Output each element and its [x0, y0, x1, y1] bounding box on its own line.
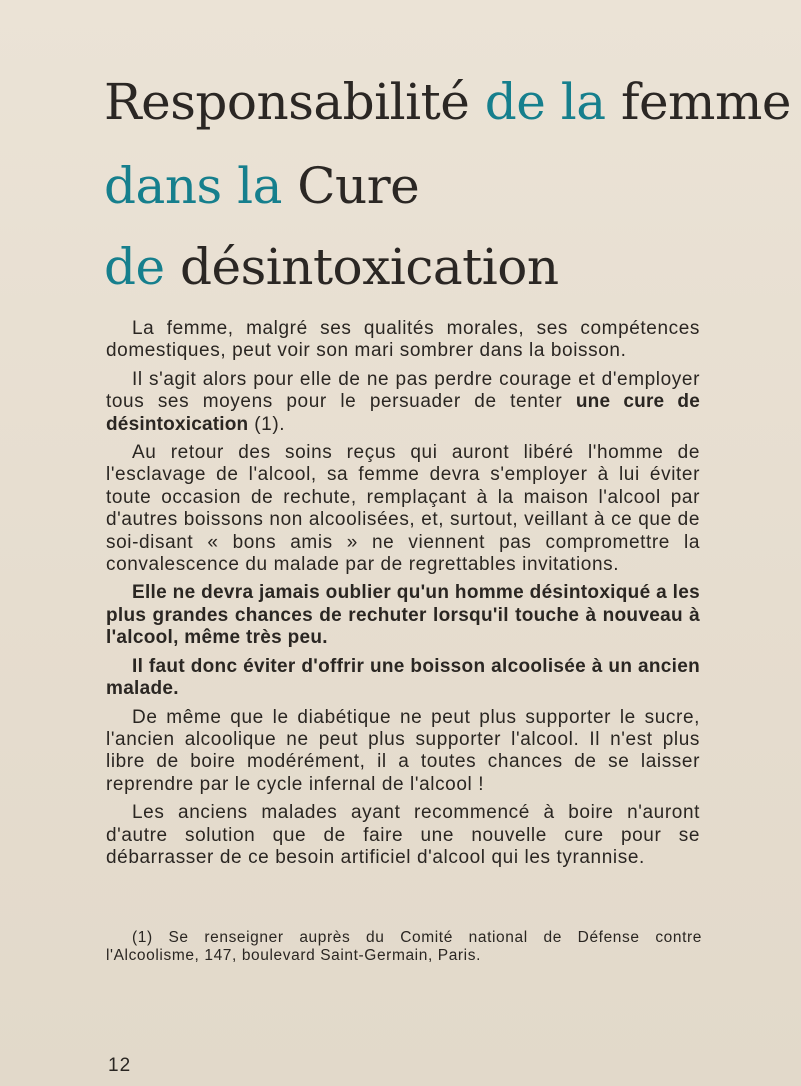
paragraph-4: Elle ne devra jamais oublier qu'un homme désintoxiqué a les plus grandes chances de rechuter lorsqu'il touche à nouveau à l'alcool, même très peu.: [106, 582, 700, 649]
title-line-3: [104, 237, 559, 297]
paragraph-6: De même que le diabétique ne peut plus supporter le sucre, l'ancien alcoolique ne peut plus supporter l'alcool. Il n'est plus libre de boire modérément, il a toutes chances de se laisser reprendre par le cycle infernal de l'alcool !: [106, 706, 700, 795]
footnote: [106, 929, 702, 965]
paragraph-2: [106, 369, 700, 436]
paragraph-3: Au retour des soins reçus qui auront libéré l'homme de l'esclavage de l'alcool, sa femme devra s'employer à lui éviter toute occasion de rechute, remplaçant à la maison l'alcool par d'autres boissons non alcoolisées, et, surtout, veillant à ce que de soi-disant « bons amis » ne viennent pas compromettre la convalescence du malade par de regrettables invitations.: [106, 442, 700, 576]
footnote-text: (1) Se renseigner auprès du Comité national de Défense contre l'Alcoolisme, 147, boulevard Saint-Germain, Paris.: [106, 929, 702, 964]
page-number: 12: [108, 1055, 132, 1076]
title-line-1: [104, 72, 791, 132]
title-accent-de: de: [104, 237, 165, 296]
paragraph-2-ref: (1).: [248, 413, 286, 435]
article-body: [106, 318, 700, 875]
paragraph-5: Il faut donc éviter d'offrir une boisson alcoolisée à un ancien malade.: [106, 655, 700, 700]
title-word-responsabilite: Responsabilité: [104, 72, 470, 131]
paragraph-2-emphasis: une cure de désintoxication: [106, 391, 700, 435]
title-line-2: [104, 156, 419, 216]
paragraph-1: La femme, malgré ses qualités morales, ses compétences domestiques, peut voir son mari sombrer dans la boisson.: [106, 318, 700, 362]
title-accent-de-la: de la: [484, 72, 606, 131]
paragraph-7: Les anciens malades ayant recommencé à boire n'auront d'autre solution que de faire une nouvelle cure pour se débarrasser de ce besoin artificiel d'alcool qui les tyrannise.: [106, 802, 700, 868]
title-accent-dans-la: dans la: [104, 156, 282, 215]
paragraph-2-text: Il s'agit alors pour elle de ne pas perdre courage et d'employer tous ses moyens pour le persuader de tenter: [106, 368, 700, 413]
title-word-cure: Cure: [297, 156, 420, 215]
title-word-desintoxication: désintoxication: [180, 237, 559, 296]
title-word-femme: femme: [620, 72, 791, 131]
